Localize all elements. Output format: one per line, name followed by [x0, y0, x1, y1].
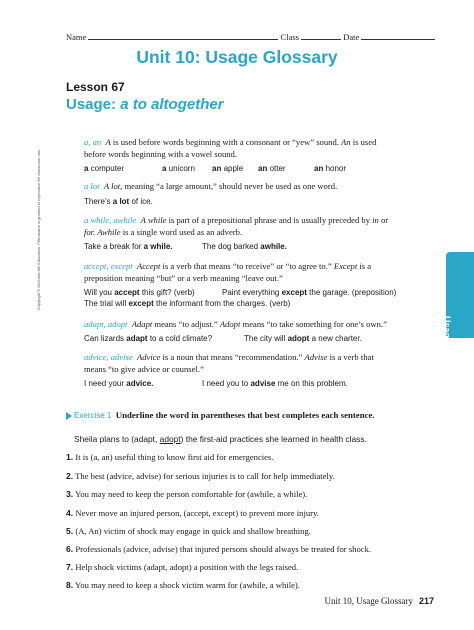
entry-adapt-adopt: adapt, adopt Adapt means “to adjust.” Adopt means “to take something for one’s own.” — [84, 319, 387, 329]
name-label: Name — [66, 32, 87, 42]
name-blank[interactable] — [88, 31, 278, 40]
unit-title: Unit 10: Usage Glossary — [136, 47, 338, 67]
question-item[interactable]: 1. It is (a, an) useful thing to know first aid for emergencies. — [66, 452, 274, 462]
usage-title-range: a to altogether — [120, 96, 224, 113]
question-item[interactable]: 3. You may need to keep the person comfortable for (awhile, a while). — [66, 489, 308, 499]
exercise-label: Exercise 1 — [74, 411, 112, 420]
footer-label: Unit 10, Usage Glossary — [324, 596, 413, 606]
page-footer — [324, 596, 434, 606]
example-item: an honor — [314, 164, 347, 173]
question-item[interactable]: 4. Never move an injured person, (accept, except) to prevent more injury. — [66, 508, 319, 518]
question-item[interactable]: 5. (A, An) victim of shock may engage in quick and shallow breathing. — [66, 526, 311, 536]
example-item: an otter — [258, 164, 286, 173]
entry-a-while: a while, awhile A while is part of a prepositional phrase and is usually preceded by in or for. Awhile is a single word used as an adverb. — [84, 215, 389, 237]
usage-title-prefix: Usage: — [66, 96, 121, 113]
exercise-instruction: Underline the word in parentheses that best completes each sentence. — [115, 410, 375, 420]
entry-a-lot: a lot A lot, meaning “a large amount,” should never be used as one word. — [84, 181, 338, 191]
entry-accept-except: accept, except Accept is a verb that means “to receive” or “to agree to.” Except is a preposition meaning “but” or a verb meaning “leave out.” — [84, 261, 372, 283]
question-item[interactable]: 6. Professionals (advice, advise) that injured persons should always be treated for shock. — [66, 544, 372, 554]
copyright-notice: Copyright © McGraw-Hill Education. Permission is granted to reproduce for classroom use. — [36, 148, 41, 310]
usage-side-tab — [442, 252, 474, 344]
page-number: 217 — [418, 596, 434, 606]
question-item[interactable]: 2. The best (advice, advise) for serious injuries is to call for help immediately. — [66, 471, 335, 481]
exercise-heading — [66, 410, 375, 420]
entry-term: a, an — [84, 137, 102, 147]
example-item: an apple — [212, 164, 244, 173]
class-blank[interactable] — [301, 31, 341, 40]
triangle-bullet-icon — [66, 412, 72, 420]
exercise-sample: Sheila plans to (adapt, adopt) the first-aid practices she learned in health class. — [74, 434, 367, 444]
example-item: a unicorn — [162, 164, 195, 173]
entry-a-an: a, an A is used before words beginning with a consonant or “yew” sound. An is used before words beginning with a vowel sound. — [84, 137, 377, 159]
class-label: Class — [280, 32, 299, 42]
example-row: The trial will except the informant from the charges. (verb) — [84, 299, 291, 308]
worksheet-header — [66, 31, 438, 42]
question-item[interactable]: 7. Help shock victims (adapt, adopt) a position with the legs raised. — [66, 562, 299, 572]
sample-answer-underlined: adopt — [159, 434, 181, 444]
example-row: There’s a lot of ice. — [84, 197, 153, 206]
date-blank[interactable] — [361, 31, 435, 40]
entry-advice-advise: advice, advise Advice is a noun that means “recommendation.” Advise is a verb that means “to give advice or counsel.” — [84, 352, 374, 374]
date-label: Date — [343, 32, 360, 42]
question-item[interactable]: 8. You may need to keep a shock victim warm for (awhile, a while). — [66, 580, 300, 590]
usage-side-tab-label: Usage — [442, 316, 452, 344]
lesson-label: Lesson 67 — [66, 80, 125, 94]
example-item: a computer — [84, 164, 125, 173]
usage-title — [66, 96, 224, 113]
